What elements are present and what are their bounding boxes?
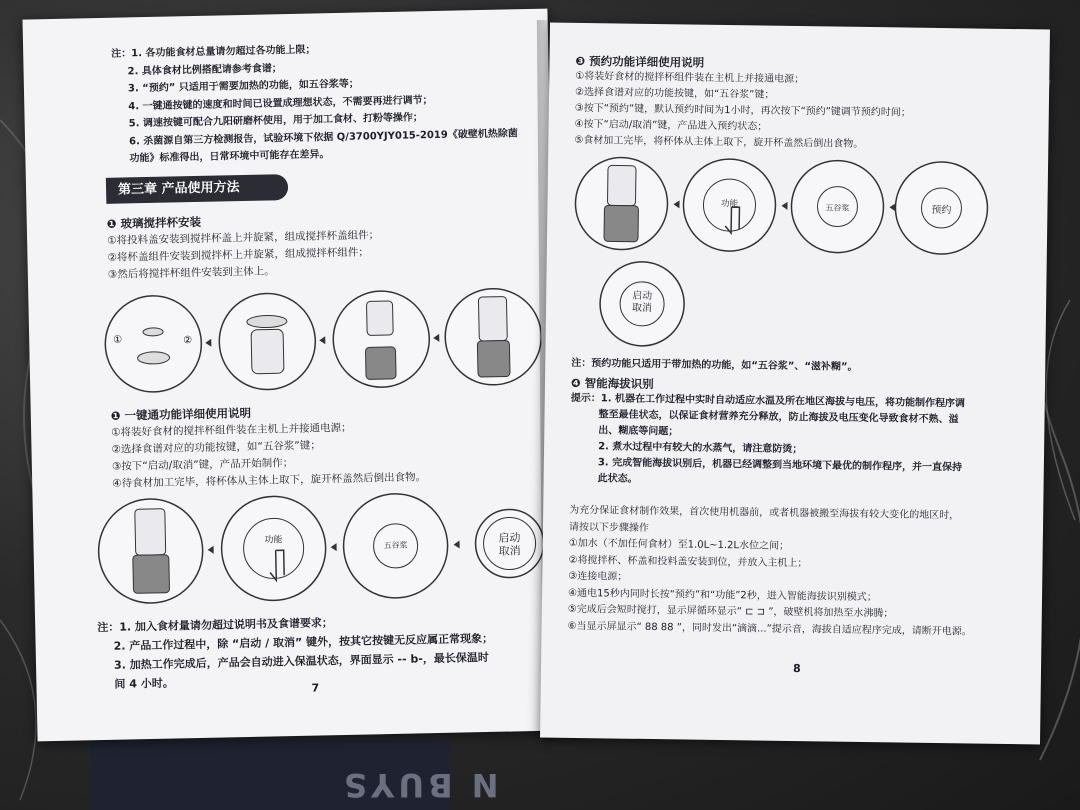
section-title: ❶ 玻璃搅拌杯安装 [106,214,202,231]
note-line: 3. 加热工作完成后，产品会自动进入保温状态，界面显示 -- b-，最长保温时 [113,650,489,672]
tip-line: 出、糊底等问题； [598,425,679,438]
section-title: ❸ 预约功能详细使用说明 [575,53,705,70]
tip-line: 整至最佳状态，以保证食材营养充分释放，防止海拔及电压变化导致食材不熟、溢 [598,409,959,426]
step-line: ③连接电源； [568,570,628,583]
note-line: 间 4 小时。 [114,676,174,691]
jar-icon [607,165,636,205]
jar-icon [366,301,393,336]
tip-line: 提示：1. 机器在工作过程中实时自动适应水温及所在地区海拔与电压，将功能制作程序调 [570,392,966,410]
step-line: ②将杯盖组件安装到搅拌杯上并旋紧，组成搅拌杯组件； [107,246,369,264]
section-title: ❹ 智能海拔识别 [570,375,654,392]
step-line: ④按下“启动/取消”键，产品进入预约状态； [574,118,768,133]
chapter-title: 第三章 产品使用方法 [106,174,289,204]
jar-icon [135,509,166,556]
step-line: ①将装好食材的搅拌杯组件装在主机上并接通电源； [111,421,352,439]
arrow-icon [781,202,787,210]
intro-line: 为充分保证食材制作效果，首次使用机器前，或者机器被搬至海拔有较大变化的地区时， [569,504,960,522]
start-label-1: 启动 [498,531,521,545]
arrow-icon [319,336,325,344]
note-line: 注：1. 各功能食材总量请勿超过各功能上限； [111,44,316,60]
reserve-button-label: 预约 [931,204,952,217]
base-unit-icon [604,205,638,241]
start-button-label [626,291,658,315]
start-label-2: 取消 [631,302,653,314]
start-button-label [493,531,526,558]
step-line: ⑤食材加工完毕，将杯体从主体上取下，旋开杯盖然后倒出食物。 [574,134,864,150]
jar-lid-icon [247,315,287,328]
note-line: 2. 产品工作过程中，除 “启动 / 取消” 键外，按其它按键无反应属正常现象； [113,631,494,653]
step-line: ②选择食谱对应的功能按键，如“五谷浆”键； [574,86,775,101]
step-line: ③然后将搅拌杯组件安装到主体上。 [107,265,275,281]
note-line: 4. 一键通按键的速度和时间已设置成理想状态，不需要再进行调节； [128,94,433,112]
step-line: ①加水（不加任何食材）至1.0L~1.2L水位之间； [568,537,790,552]
arrow-icon [205,339,211,347]
tip-line: 此状态。 [597,473,638,485]
reservation-diagram [569,153,1012,359]
lid-part-icon [143,328,163,336]
left-page [22,9,562,742]
operation-diagram [94,487,546,611]
step-marker-1: ① [113,334,123,346]
base-unit-icon [365,347,396,380]
section4 [570,375,966,492]
shirt-text: N BUYS [340,766,499,804]
section3 [574,53,911,154]
function-button-label: 功能 [720,198,739,210]
wugu-button-label: 五谷浆 [825,203,850,213]
step-line: ①将投料盖安装到搅拌杯盖上并旋紧，组成搅拌杯盖组件； [107,229,380,247]
note-line: 2. 具体食材比例搭配请参考食谱； [127,62,282,77]
tip-line: 2. 煮水过程中有较大的水蒸气，请注意防烫； [598,441,803,456]
note3: 注：预约功能只适用于带加热的功能，如“五谷浆”、“滋补糊”。 [571,357,858,373]
arrow-icon [454,541,460,549]
step-line: ①将装好食材的搅拌杯组件装在主机上并接通电源； [575,70,805,86]
arrow-icon [331,543,337,551]
arrow-icon [433,334,439,342]
intro-line: 请按以下步骤操作 [568,521,650,534]
step-line: ②将搅拌杯、杯盖和投料盖安装到位，并放入主机上； [568,554,808,569]
step-marker-2: ② [183,335,193,347]
lid-base-icon [137,352,169,365]
step-line: ②选择食谱对应的功能按键，如“五谷浆”键； [111,439,321,456]
note-line: 6. 杀菌源自第三方检测报告，试验环境下依据 Q/3700YJY015-2019《破壁机热除菌 [128,127,518,147]
notes-bottom [97,610,494,694]
step-line: ③按下“预约”键，默认预约时间为1小时，再次按下“预约”键调节预约时间； [574,102,911,119]
note-line: 功能》标准得出，日常环境中可能存在差异。 [129,149,330,165]
step-line: ⑥当显示屏显示“ 88 88 ”，同时发出“滴滴...”提示音，海拔自适应程序完成，请断开电源。 [567,620,972,637]
base-unit-icon [133,555,170,594]
note-line: 3. “预约” 只适用于需要加热的功能，如五谷浆等； [127,78,359,95]
arrow-icon [208,546,214,554]
step-line: ④待食材加工完毕，将杯体从主体上取下，旋开杯盖然后倒出食物。 [112,471,427,490]
page-number-right: 8 [792,662,801,676]
page-number-left: 7 [311,681,320,695]
step-line: ⑤完成后会短时搅打，显示屏循环显示“ ⊏ ⊐ ”，破壁机将加热至水沸腾； [567,603,894,620]
note-line: 注：1. 加入食材量请勿超过说明书及食谱要求； [97,616,334,635]
start-label-1: 启动 [632,290,653,302]
notes-top [111,37,518,168]
jar-icon [478,297,507,342]
step-line: ④通电15秒内同时长按“预约”和“功能”2秒，进入智能海拔识别模式； [567,587,877,603]
altitude-steps [567,503,973,641]
arrow-icon [889,203,895,211]
glass-jar-icon [251,329,284,374]
section1 [107,210,380,284]
note-line: 5. 调速按键可配合九阳研磨杯使用，用于加工食材、打粉等操作； [128,112,424,130]
assembly-diagram [100,284,542,398]
section2 [111,401,427,493]
base-unit-icon [477,340,510,377]
right-page [540,23,1050,745]
tip-line: 3. 完成智能海拔识别后，机器已经调整到当地环境下最优的制作程序，并一直保持 [597,457,963,474]
step-line: ③按下“启动/取消”键，产品开始制作； [111,457,294,473]
start-label-2: 取消 [498,544,521,558]
arrow-icon [673,200,679,208]
wugu-button-label: 五谷浆 [383,540,408,551]
function-button-label: 功能 [264,535,283,546]
section-title: ❶ 一键通功能详细使用说明 [110,405,252,423]
function-button-circle [221,495,327,601]
